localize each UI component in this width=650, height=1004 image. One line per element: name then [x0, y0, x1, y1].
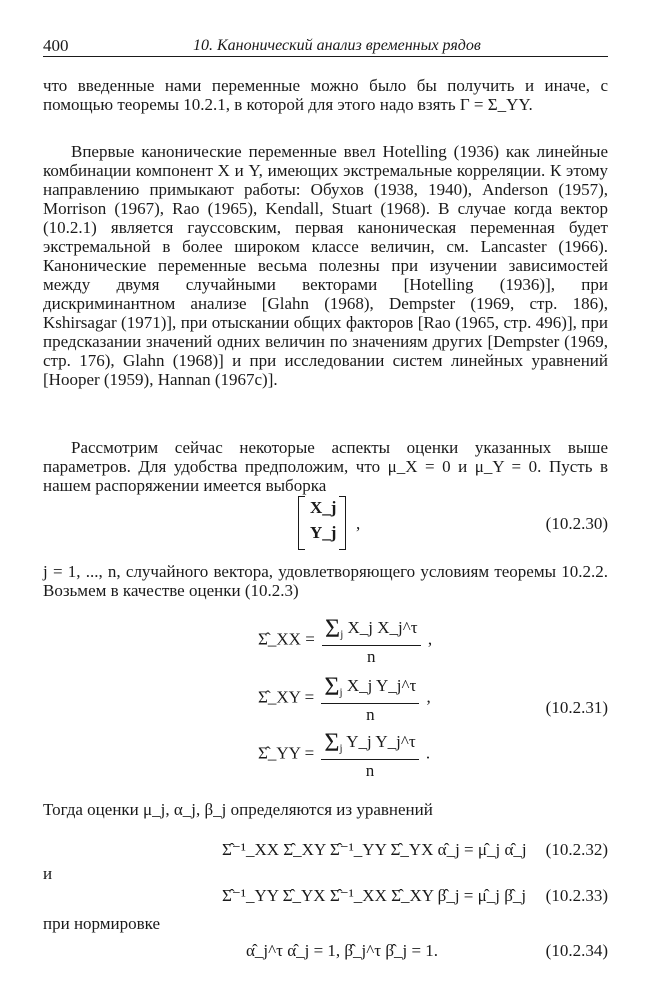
right-bracket	[339, 496, 346, 550]
eq-number-10-2-32: (10.2.32)	[545, 840, 608, 859]
sigma-xx-numerator: X_j X_j^τ	[347, 618, 418, 637]
sigma-xx-denominator: n	[367, 647, 376, 666]
sigma-xy-denominator: n	[366, 705, 375, 724]
paragraph-5-text: Тогда оценки μ_j, α_j, β_j определяются из уравнений	[43, 800, 433, 819]
sum-index: j	[339, 742, 343, 755]
eq-number-10-2-33: (10.2.33)	[545, 886, 608, 905]
paragraph-3	[43, 438, 608, 495]
sigma-yy-numerator: Y_j Y_j^τ	[346, 732, 416, 751]
eq-number-10-2-31: (10.2.31)	[545, 698, 608, 717]
paragraph-4-text: j = 1, ..., n, случайного вектора, удовлетворяющего условиям теоремы 10.2.2. Возьмем в качестве оценки (10.2.3)	[43, 562, 608, 600]
conjunction: и	[43, 864, 53, 883]
equation-10-2-33: Σ̂⁻¹_YY Σ̂_YX Σ̂⁻¹_XX Σ̂_XY β̂_j = μ̂_j β̂_j	[222, 886, 527, 905]
left-bracket	[298, 496, 305, 550]
sigma-xx-fraction	[322, 614, 421, 667]
paragraph-2-text: Впервые канонические переменные ввел Hotelling (1936) как линейные комбинации компонент X и Y, имеющих экстремальные корреляции. К этому направлению примыкают работы: Обухов (1938, 1940), Anderson (1957), Morrison (1967), Rao (1965), Kendall, Stuart (1968). В случае когда вектор (10.2.1) является гауссовским, первая каноническая переменная будет экстремальной в более широком классе величин, см. Lancaster (1966). Канонические переменные весьма полезны при изучении зависимостей между двумя случайными векторами [Hotelling (1936)], при дискриминантном анализе [Glahn (1968), Dempster (1969, стр. 186), Kshirsagar (1971)], при отыскании общих факторов [Rao (1965, стр. 496)], при предсказании значений одних величин по значениям других [Dempster (1969, стр. 176), Glahn (1968)] и при исследовании систем линейных уравнений [Hooper (1959), Hannan (1967c)].	[43, 142, 608, 389]
paragraph-5	[43, 800, 433, 819]
vector-row-x: X_j	[310, 498, 337, 517]
sum-symbol: Σ	[324, 672, 340, 701]
sum-index: j	[340, 628, 344, 641]
estimate-sigma-yy: Σ̂_YY = $\frac{\Sigma_j Y\_j Y\_j\^{}\tau}{n}$ .	[258, 728, 431, 780]
equation-10-2-34: α̂_j^τ α̂_j = 1, β̂_j^τ β̂_j = 1.	[246, 941, 439, 960]
estimate-sigma-xy: Σ̂_XY = $\frac{\Sigma_j X\_j Y\_j\^{}\tau}{n}$ ,	[258, 672, 431, 724]
sigma-yy-lhs: Σ̂_YY =	[258, 743, 315, 763]
page-number: 400	[43, 36, 69, 55]
eq-number-10-2-30: (10.2.30)	[545, 514, 608, 533]
sigma-xx-lhs: Σ̂_XX =	[258, 629, 315, 649]
paragraph-3-text: Рассмотрим сейчас некоторые аспекты оценки указанных выше параметров. Для удобства предположим, что μ_X = 0 и μ_Y = 0. Пусть в нашем распоряжении имеется выборка	[43, 438, 608, 495]
sum-symbol: Σ	[325, 614, 341, 643]
sigma-xy-fraction	[321, 672, 419, 725]
sigma-xy-lhs: Σ̂_XY =	[258, 687, 315, 707]
paragraph-2	[43, 142, 608, 389]
equation-10-2-32: Σ̂⁻¹_XX Σ̂_XY Σ̂⁻¹_YY Σ̂_YX α̂_j = μ̂_j α̂_j	[222, 840, 527, 859]
sum-symbol: Σ	[324, 728, 340, 757]
paragraph-4	[43, 562, 608, 600]
paragraph-6: при нормировке	[43, 914, 161, 933]
sigma-xy-numerator: X_j Y_j^τ	[346, 676, 417, 695]
sigma-yy-denominator: n	[365, 761, 375, 780]
sum-index: j	[339, 686, 343, 699]
running-title: 10. Канонический анализ временных рядов	[193, 37, 481, 54]
eq-number-10-2-34: (10.2.34)	[545, 941, 608, 960]
estimate-sigma-xx: Σ̂_XX = $\frac{\Sigma_j X\_j X\_j\^{}\tau}{n}$ ,	[258, 614, 433, 666]
sample-vector	[298, 496, 352, 550]
vector-row-y: Y_j	[310, 523, 337, 542]
paragraph-1-text: что введенные нами переменные можно было бы получить и иначе, с помощью теоремы 10.2.1, в которой для этого надо взять Γ = Σ_YY.	[43, 76, 608, 114]
sigma-yy-fraction	[321, 728, 418, 781]
running-header	[43, 30, 608, 57]
paragraph-1	[43, 76, 608, 114]
